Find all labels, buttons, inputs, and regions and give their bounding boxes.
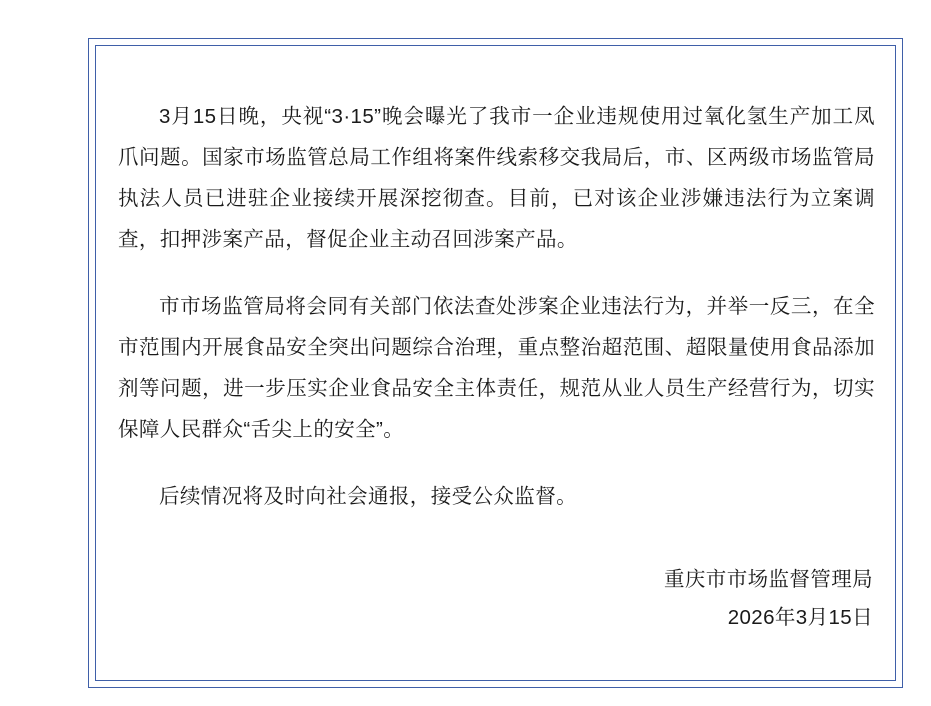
signature-date: 2026年3月15日 — [727, 606, 873, 629]
document-body — [118, 96, 875, 656]
signature-block — [118, 561, 875, 637]
paragraph-1: 3月15日晚，央视“3·15”晚会曝光了我市一企业违规使用过氧化氢生产加工凤爪问题。国家市场监管总局工作组将案件线索移交我局后，市、区两级市场监管局执法人员已进驻企业接续开展深挖彻查。目前，已对该企业涉嫌违法行为立案调查，扣押涉案产品，督促企业主动召回涉案产品。 — [118, 105, 875, 251]
paragraph-2: 市市场监管局将会同有关部门依法查处涉案企业违法行为，并举一反三，在全市范围内开展食品安全突出问题综合治理，重点整治超范围、超限量使用食品添加剂等问题，进一步压实企业食品安全主体责任，规范从业人员生产经营行为，切实保障人民群众“舌尖上的安全”。 — [118, 295, 875, 441]
paragraph-3: 后续情况将及时向社会通报，接受公众监督。 — [159, 485, 577, 508]
signature-issuer: 重庆市市场监督管理局 — [664, 568, 873, 591]
